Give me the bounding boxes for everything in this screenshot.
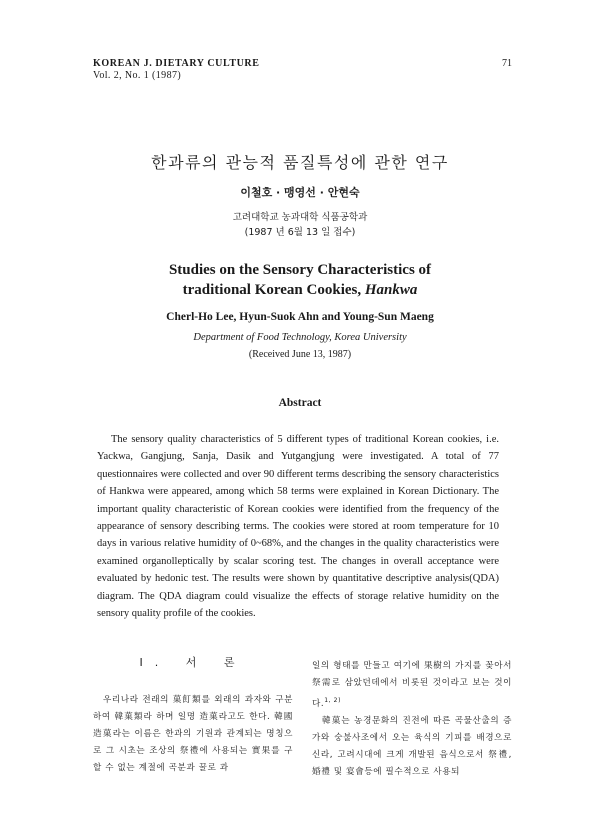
korean-authors: 이철호 · 맹영선 · 안현숙 (240, 186, 360, 199)
journal-header (93, 58, 260, 82)
korean-received-date: (1987 년 6월 13 일 접수) (244, 227, 356, 238)
intro-paragraph-left: 우리나라 전래의 菓飣類를 외래의 과자와 구분하여 韓菓類라 하며 일명 造菓라고도 한다. 韓國造菓라는 이름은 한과의 기원과 관계되는 명칭으로 그 시초는 조상의 祭禮에 사용되는 實果를 구할 수 없는 계절에 곡분과 꿀로 과 (93, 695, 293, 773)
english-authors: Cherl-Ho Lee, Hyun-Suok Ahn and Young-Sun Maeng (166, 311, 434, 323)
korean-affiliation: 고려대학교 농과대학 식품공학과 (232, 212, 368, 223)
intro-paragraph-right-1 (312, 658, 512, 713)
korean-title: 한과류의 관능적 품질특성에 관한 연구 (151, 153, 449, 172)
body-column-right (312, 658, 512, 781)
intro-text-right (312, 658, 512, 781)
page-number: 71 (502, 58, 512, 69)
reference-marker: 1, 2) (324, 697, 342, 704)
abstract-heading: Abstract (278, 397, 322, 409)
body-column-left (93, 654, 293, 777)
intro-paragraph-right-1-text: 일의 형태를 만들고 여기에 果樹의 가지를 꽂아서 祭需로 삼았던데에서 비롯된 것이라고 보는 것이다. (312, 661, 512, 709)
english-title-line2 (0, 280, 600, 300)
journal-volume: Vol. 2, No. 1 (1987) (93, 70, 182, 81)
english-received-date: (Received June 13, 1987) (248, 349, 352, 360)
english-title-line1: Studies on the Sensory Characteristics of (168, 262, 432, 278)
english-title-line2-text: traditional Korean Cookies, (182, 282, 362, 298)
english-title-italic: Hankwa (364, 282, 418, 298)
journal-name: KOREAN J. DIETARY CULTURE (93, 58, 260, 69)
abstract-text: The sensory quality characteristics of 5 different types of traditional Korean cookies, i.e. Yackwa, Gangjung, Sanja, Dasik and Yutgangjung were investigated. A total of 77 questionnaires were collected and over 90 different terms describing the sensory characteristics of Hankwa were appeared, among which 58 terms were explained in Korean Dictionary. The important quality characteristic of Korean cookies were identified from the frequency of the appearance of sensory describing terms. The cookies were stored at room temperature for 10 days in various relative humidity of 0~68%, and the changes in the quality characteristics were examined organolleptically by scalar scoring test. The changes in overall acceptance were evaluated by hedonic test. The results were shown by quantitative descriptive analysis(QDA) diagram. The QDA diagram could visualize the effects of storage relative humidity on the sensory quality profile of the cookies. (97, 434, 499, 620)
english-affiliation: Department of Food Technology, Korea University (193, 332, 407, 343)
english-title (0, 260, 600, 300)
intro-paragraph-right-2: 韓菓는 농경문화의 진전에 따른 곡물산출의 증가와 숭불사조에서 오는 육식의 기피를 배경으로 신라, 고려시대에 크게 개발된 음식으로서 祭禮, 婚禮 및 宴會등에 필수적으로 사용되 (312, 715, 512, 777)
section-heading: I. 서 론 (139, 656, 247, 669)
